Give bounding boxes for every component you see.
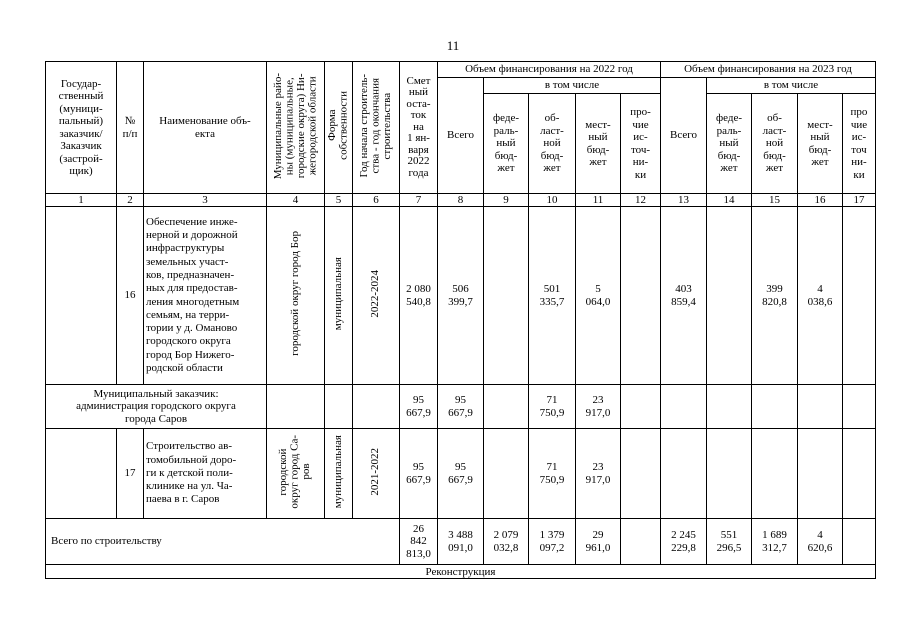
column-number: 14 [707,194,752,207]
cell-customer [46,429,117,519]
cell-other-2022 [621,429,661,519]
column-number: 1 [46,194,117,207]
cell-object-name: Строительство ав- томобильной доро- ги к детской поли- клинике на ул. Ча- паева в г. Саров [144,429,267,519]
header-federal-2023: феде- раль- ный бюд- жет [707,94,752,194]
cell-years: 2021-2022 [353,429,400,519]
cell-local-2023 [798,385,843,429]
header-local-2022: мест- ный бюд- жет [576,94,621,194]
cell-estimate: 2 080 540,8 [400,207,438,385]
cell-regional-2022: 71 750,9 [529,385,576,429]
cell-local-2022: 29 961,0 [576,519,621,565]
header-ownership: Форма собственности [325,62,353,194]
header-estimate: Смет ный оста- ток на 1 ян- варя 2022 года [400,62,438,194]
cell-other-2022 [621,519,661,565]
column-number: 12 [621,194,661,207]
column-number: 17 [843,194,876,207]
column-number: 6 [353,194,400,207]
cell-total-2023 [661,385,707,429]
header-incl-2022: в том числе [484,78,661,94]
cell-local-2023: 4 620,6 [798,519,843,565]
cell-regional-2023 [752,385,798,429]
page-number: 11 [446,38,460,53]
cell-federal-2022 [484,207,529,385]
column-number: 8 [438,194,484,207]
header-total-2023: Всего [661,78,707,194]
cell-federal-2022 [484,385,529,429]
column-number: 9 [484,194,529,207]
header-regional-2023: об- ласт- ной бюд- жет [752,94,798,194]
cell-no: 16 [117,207,144,385]
column-number: 16 [798,194,843,207]
table-row [46,385,876,429]
cell-local-2023 [798,429,843,519]
cell-regional-2022: 1 379 097,2 [529,519,576,565]
cell-federal-2023: 551 296,5 [707,519,752,565]
header-federal-2022: феде- раль- ный бюд- жет [484,94,529,194]
cell-federal-2023 [707,385,752,429]
header-fin-2022: Объем финансирования на 2022 год [438,62,661,78]
header-district: Муниципальные райо- ны (муниципальные, городские округа) Ни- жегородской области [267,62,325,194]
header-no: № п/п [117,62,144,194]
column-number: 10 [529,194,576,207]
cell-regional-2022: 501 335,7 [529,207,576,385]
cell-regional-2023 [752,429,798,519]
cell-estimate: 26 842 813,0 [400,519,438,565]
column-number: 15 [752,194,798,207]
cell-years: 2022-2024 [353,207,400,385]
cell-total-2023: 2 245 229,8 [661,519,707,565]
header-incl-2023: в том числе [707,78,876,94]
column-number: 5 [325,194,353,207]
cell-local-2022: 5 064,0 [576,207,621,385]
cell-federal-2022: 2 079 032,8 [484,519,529,565]
section-title: Реконструкция [46,565,876,579]
cell-total-2022: 3 488 091,0 [438,519,484,565]
cell-regional-2023: 399 820,8 [752,207,798,385]
header-total-2022: Всего [438,78,484,194]
cell-no: 17 [117,429,144,519]
header-customer: Государ- ственный (муници- пальный) заказчик/ Заказчик (застрой- щик) [46,62,117,194]
cell-federal-2023 [707,429,752,519]
cell-total-2023 [661,429,707,519]
table-row [46,429,876,519]
column-number: 13 [661,194,707,207]
column-number: 7 [400,194,438,207]
cell-total-2022: 95 667,9 [438,385,484,429]
column-number: 4 [267,194,325,207]
table-row [46,207,876,385]
column-numbers-row [46,194,876,207]
header-regional-2022: об- ласт- ной бюд- жет [529,94,576,194]
cell-local-2022: 23 917,0 [576,385,621,429]
header-name: Наименование объ- екта [144,62,267,194]
cell-regional-2022: 71 750,9 [529,429,576,519]
cell-district [267,385,325,429]
cell-total-2022: 506 399,7 [438,207,484,385]
header-other-2022: про- чие ис- точ- ни- ки [621,94,661,194]
header-local-2023: мест- ный бюд- жет [798,94,843,194]
cell-ownership: муниципальная [325,207,353,385]
cell-district: городской округ город Са- ров [267,429,325,519]
totals-row [46,519,876,565]
cell-other-2022 [621,207,661,385]
cell-ownership [325,385,353,429]
financing-table [45,61,876,579]
cell-estimate: 95 667,9 [400,429,438,519]
section-row [46,565,876,579]
cell-other-2022 [621,385,661,429]
header-years: Год начала строитель- ства - год окончания строительства [353,62,400,194]
cell-other-2023 [843,519,876,565]
column-number: 11 [576,194,621,207]
cell-total-2023: 403 859,4 [661,207,707,385]
cell-total-2022: 95 667,9 [438,429,484,519]
cell-object-name: Обеспечение инже- нерной и дорожной инфраструктуры земельных участ- ков, предназначен- ных для предостав- ления многодетным семьям, на терри- тории у д. Оманово городского округа город Бор Нижего- родской области [144,207,267,385]
header-fin-2023: Объем финансирования на 2023 год [661,62,876,78]
cell-ownership: муниципальная [325,429,353,519]
cell-municipal-customer: Муниципальный заказчик: администрация городского округа города Саров [46,385,267,429]
cell-years [353,385,400,429]
cell-district: городской округ город Бор [267,207,325,385]
header-other-2023: про чие ис- точ ни- ки [843,94,876,194]
cell-federal-2023 [707,207,752,385]
cell-federal-2022 [484,429,529,519]
cell-other-2023 [843,429,876,519]
cell-local-2023: 4 038,6 [798,207,843,385]
cell-regional-2023: 1 689 312,7 [752,519,798,565]
cell-local-2022: 23 917,0 [576,429,621,519]
column-number: 3 [144,194,267,207]
cell-estimate: 95 667,9 [400,385,438,429]
cell-customer [46,207,117,385]
cell-other-2023 [843,385,876,429]
totals-label: Всего по строительству [46,519,400,565]
cell-other-2023 [843,207,876,385]
column-number: 2 [117,194,144,207]
header-row-1 [46,62,876,78]
